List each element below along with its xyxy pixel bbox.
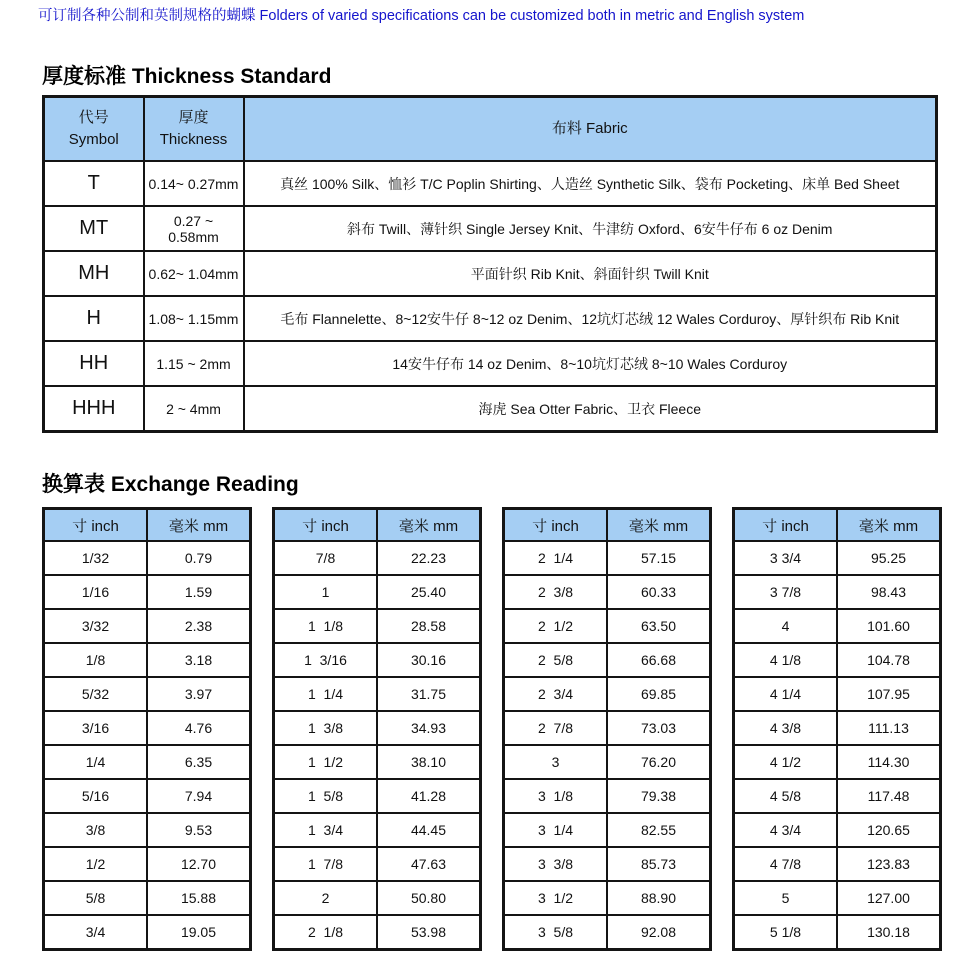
inch-cell: 1 (274, 575, 378, 609)
mm-cell: 79.38 (607, 779, 711, 813)
exchange-table-4-body (734, 541, 941, 950)
exchange-table-row (274, 745, 481, 779)
inch-cell: 3/32 (44, 609, 148, 643)
inch-cell: 3 1/2 (504, 881, 608, 915)
symbol-cell: T (44, 161, 144, 206)
exchange-table-row (504, 813, 711, 847)
inch-cell: 5 (734, 881, 838, 915)
exchange-table-row (44, 711, 251, 745)
mm-cell: 30.16 (377, 643, 481, 677)
exchange-table-row (44, 677, 251, 711)
inch-column-header: 寸 inch (44, 509, 148, 542)
exchange-table-row (274, 609, 481, 643)
inch-cell: 2 (274, 881, 378, 915)
mm-cell: 120.65 (837, 813, 941, 847)
inch-cell: 1 5/8 (274, 779, 378, 813)
mm-cell: 130.18 (837, 915, 941, 950)
exchange-table-row (274, 575, 481, 609)
inch-cell: 2 3/8 (504, 575, 608, 609)
exchange-table-2 (272, 507, 482, 951)
inch-cell: 5/32 (44, 677, 148, 711)
symbol-cell: H (44, 296, 144, 341)
mm-cell: 127.00 (837, 881, 941, 915)
symbol-cell: MH (44, 251, 144, 296)
inch-cell: 2 3/4 (504, 677, 608, 711)
mm-cell: 98.43 (837, 575, 941, 609)
exchange-table-row (734, 813, 941, 847)
inch-cell: 4 3/8 (734, 711, 838, 745)
thickness-column-header (144, 97, 244, 162)
fabric-cell: 毛布 Flannelette、8~12安牛仔 8~12 oz Denim、12坑灯芯绒 12 Wales Corduroy、厚针织布 Rib Knit (244, 296, 937, 341)
symbol-header-en: Symbol (68, 131, 119, 148)
inch-cell: 4 3/4 (734, 813, 838, 847)
thickness-table-body (44, 161, 937, 432)
inch-cell: 1/4 (44, 745, 148, 779)
inch-cell: 3 1/4 (504, 813, 608, 847)
exchange-table-row (44, 609, 251, 643)
inch-cell: 4 (734, 609, 838, 643)
thickness-cell: 2 ~ 4mm (144, 386, 244, 432)
symbol-cell: HHH (44, 386, 144, 432)
exchange-table-row (274, 847, 481, 881)
inch-cell: 1 1/4 (274, 677, 378, 711)
exchange-table-row (504, 745, 711, 779)
fabric-cell: 海虎 Sea Otter Fabric、卫衣 Fleece (244, 386, 937, 432)
exchange-reading-title: 换算表 Exchange Reading (42, 473, 299, 496)
fabric-cell: 平面针织 Rib Knit、斜面针织 Twill Knit (244, 251, 937, 296)
inch-cell: 4 1/4 (734, 677, 838, 711)
mm-cell: 63.50 (607, 609, 711, 643)
symbol-cell: MT (44, 206, 144, 251)
mm-cell: 114.30 (837, 745, 941, 779)
inch-cell: 1/32 (44, 541, 148, 575)
mm-cell: 101.60 (837, 609, 941, 643)
inch-cell: 3/8 (44, 813, 148, 847)
mm-cell: 50.80 (377, 881, 481, 915)
mm-cell: 111.13 (837, 711, 941, 745)
inch-cell: 1/16 (44, 575, 148, 609)
mm-cell: 28.58 (377, 609, 481, 643)
exchange-table-row (274, 915, 481, 950)
exchange-table-row (274, 813, 481, 847)
mm-cell: 76.20 (607, 745, 711, 779)
top-note: 可订制各种公制和英制规格的蝴蝶 Folders of varied specifications can be customized both in metric and English system (38, 8, 805, 24)
mm-cell: 95.25 (837, 541, 941, 575)
exchange-table-row (504, 643, 711, 677)
exchange-table-row (504, 677, 711, 711)
inch-cell: 4 7/8 (734, 847, 838, 881)
exchange-table-row (734, 881, 941, 915)
thickness-table-row (44, 251, 937, 296)
inch-cell: 5/8 (44, 881, 148, 915)
exchange-table-row (274, 541, 481, 575)
exchange-table-row (44, 847, 251, 881)
exchange-table-row (504, 575, 711, 609)
fabric-cell: 斜布 Twill、薄针织 Single Jersey Knit、牛津纺 Oxford、6安牛仔布 6 oz Denim (244, 206, 937, 251)
exchange-table-row (274, 677, 481, 711)
mm-cell: 19.05 (147, 915, 251, 950)
mm-cell: 6.35 (147, 745, 251, 779)
inch-cell: 5/16 (44, 779, 148, 813)
exchange-table-row (504, 847, 711, 881)
exchange-table-row (44, 643, 251, 677)
inch-cell: 1 3/4 (274, 813, 378, 847)
exchange-table-row (734, 915, 941, 950)
thickness-cell: 1.08~ 1.15mm (144, 296, 244, 341)
inch-cell: 1/8 (44, 643, 148, 677)
inch-cell: 1 1/2 (274, 745, 378, 779)
inch-cell: 1 3/16 (274, 643, 378, 677)
inch-column-header: 寸 inch (734, 509, 838, 542)
exchange-table-row (734, 847, 941, 881)
mm-cell: 107.95 (837, 677, 941, 711)
mm-cell: 12.70 (147, 847, 251, 881)
thickness-cell: 0.27 ~ 0.58mm (144, 206, 244, 251)
mm-column-header: 毫米 mm (147, 509, 251, 542)
mm-cell: 25.40 (377, 575, 481, 609)
mm-cell: 117.48 (837, 779, 941, 813)
inch-cell: 1 7/8 (274, 847, 378, 881)
thickness-table-row (44, 296, 937, 341)
mm-cell: 92.08 (607, 915, 711, 950)
exchange-header-row (274, 509, 481, 542)
mm-cell: 53.98 (377, 915, 481, 950)
thickness-table-row (44, 206, 937, 251)
mm-cell: 3.97 (147, 677, 251, 711)
exchange-table-row (734, 643, 941, 677)
mm-cell: 22.23 (377, 541, 481, 575)
symbol-header-cn: 代号 (78, 108, 109, 126)
exchange-table-row (44, 745, 251, 779)
mm-cell: 57.15 (607, 541, 711, 575)
thickness-header-cn: 厚度 (178, 108, 209, 126)
exchange-table-row (44, 779, 251, 813)
exchange-table-row (44, 541, 251, 575)
thickness-header-en: Thickness (159, 131, 228, 148)
exchange-table-row (504, 779, 711, 813)
inch-cell: 3/4 (44, 915, 148, 950)
thickness-header-row (44, 97, 937, 162)
mm-cell: 104.78 (837, 643, 941, 677)
thickness-cell: 0.14~ 0.27mm (144, 161, 244, 206)
exchange-table-row (504, 541, 711, 575)
thickness-table-row (44, 341, 937, 386)
inch-cell: 1 3/8 (274, 711, 378, 745)
exchange-table-3-body (504, 541, 711, 950)
mm-cell: 9.53 (147, 813, 251, 847)
inch-cell: 1/2 (44, 847, 148, 881)
inch-cell: 1 1/8 (274, 609, 378, 643)
exchange-table-row (734, 677, 941, 711)
thickness-table-row (44, 161, 937, 206)
inch-column-header: 寸 inch (504, 509, 608, 542)
inch-cell: 2 5/8 (504, 643, 608, 677)
thickness-standard-title: 厚度标准 Thickness Standard (42, 65, 332, 88)
inch-cell: 7/8 (274, 541, 378, 575)
thickness-cell: 0.62~ 1.04mm (144, 251, 244, 296)
exchange-table-row (44, 813, 251, 847)
exchange-table-row (734, 711, 941, 745)
mm-cell: 73.03 (607, 711, 711, 745)
mm-cell: 69.85 (607, 677, 711, 711)
exchange-table-row (504, 881, 711, 915)
inch-column-header: 寸 inch (274, 509, 378, 542)
mm-cell: 88.90 (607, 881, 711, 915)
mm-cell: 38.10 (377, 745, 481, 779)
mm-cell: 2.38 (147, 609, 251, 643)
mm-cell: 34.93 (377, 711, 481, 745)
mm-cell: 66.68 (607, 643, 711, 677)
exchange-table-row (274, 643, 481, 677)
mm-cell: 82.55 (607, 813, 711, 847)
mm-column-header: 毫米 mm (607, 509, 711, 542)
inch-cell: 5 1/8 (734, 915, 838, 950)
exchange-table-4 (732, 507, 942, 951)
inch-cell: 2 1/8 (274, 915, 378, 950)
mm-cell: 15.88 (147, 881, 251, 915)
mm-cell: 60.33 (607, 575, 711, 609)
mm-cell: 123.83 (837, 847, 941, 881)
fabric-cell: 真丝 100% Silk、恤衫 T/C Poplin Shirting、人造丝 Synthetic Silk、袋布 Pocketing、床单 Bed Sheet (244, 161, 937, 206)
exchange-table-row (734, 745, 941, 779)
exchange-table-row (44, 915, 251, 950)
exchange-table-3 (502, 507, 712, 951)
mm-cell: 41.28 (377, 779, 481, 813)
inch-cell: 2 1/4 (504, 541, 608, 575)
exchange-header-row (44, 509, 251, 542)
exchange-table-row (274, 711, 481, 745)
inch-cell: 2 1/2 (504, 609, 608, 643)
thickness-cell: 1.15 ~ 2mm (144, 341, 244, 386)
inch-cell: 2 7/8 (504, 711, 608, 745)
symbol-column-header (44, 97, 144, 162)
mm-cell: 0.79 (147, 541, 251, 575)
mm-cell: 3.18 (147, 643, 251, 677)
thickness-standard-table (42, 95, 938, 433)
fabric-column-header: 布料 Fabric (244, 97, 937, 162)
exchange-table-row (504, 915, 711, 950)
fabric-cell: 14安牛仔布 14 oz Denim、8~10坑灯芯绒 8~10 Wales Corduroy (244, 341, 937, 386)
inch-cell: 3 7/8 (734, 575, 838, 609)
exchange-table-row (274, 779, 481, 813)
exchange-table-row (734, 575, 941, 609)
mm-column-header: 毫米 mm (837, 509, 941, 542)
inch-cell: 3 (504, 745, 608, 779)
mm-cell: 4.76 (147, 711, 251, 745)
mm-cell: 7.94 (147, 779, 251, 813)
inch-cell: 3 1/8 (504, 779, 608, 813)
mm-cell: 47.63 (377, 847, 481, 881)
exchange-table-1 (42, 507, 252, 951)
exchange-table-1-body (44, 541, 251, 950)
thickness-table-row (44, 386, 937, 432)
mm-cell: 44.45 (377, 813, 481, 847)
mm-cell: 85.73 (607, 847, 711, 881)
inch-cell: 3/16 (44, 711, 148, 745)
exchange-table-row (734, 779, 941, 813)
mm-cell: 31.75 (377, 677, 481, 711)
exchange-table-row (504, 609, 711, 643)
mm-column-header: 毫米 mm (377, 509, 481, 542)
inch-cell: 4 1/2 (734, 745, 838, 779)
inch-cell: 3 5/8 (504, 915, 608, 950)
inch-cell: 3 3/8 (504, 847, 608, 881)
inch-cell: 3 3/4 (734, 541, 838, 575)
inch-cell: 4 1/8 (734, 643, 838, 677)
exchange-header-row (734, 509, 941, 542)
exchange-table-row (504, 711, 711, 745)
mm-cell: 1.59 (147, 575, 251, 609)
exchange-table-row (734, 541, 941, 575)
exchange-table-row (44, 575, 251, 609)
exchange-table-row (274, 881, 481, 915)
inch-cell: 4 5/8 (734, 779, 838, 813)
exchange-table-row (734, 609, 941, 643)
exchange-table-row (44, 881, 251, 915)
symbol-cell: HH (44, 341, 144, 386)
exchange-header-row (504, 509, 711, 542)
exchange-table-2-body (274, 541, 481, 950)
